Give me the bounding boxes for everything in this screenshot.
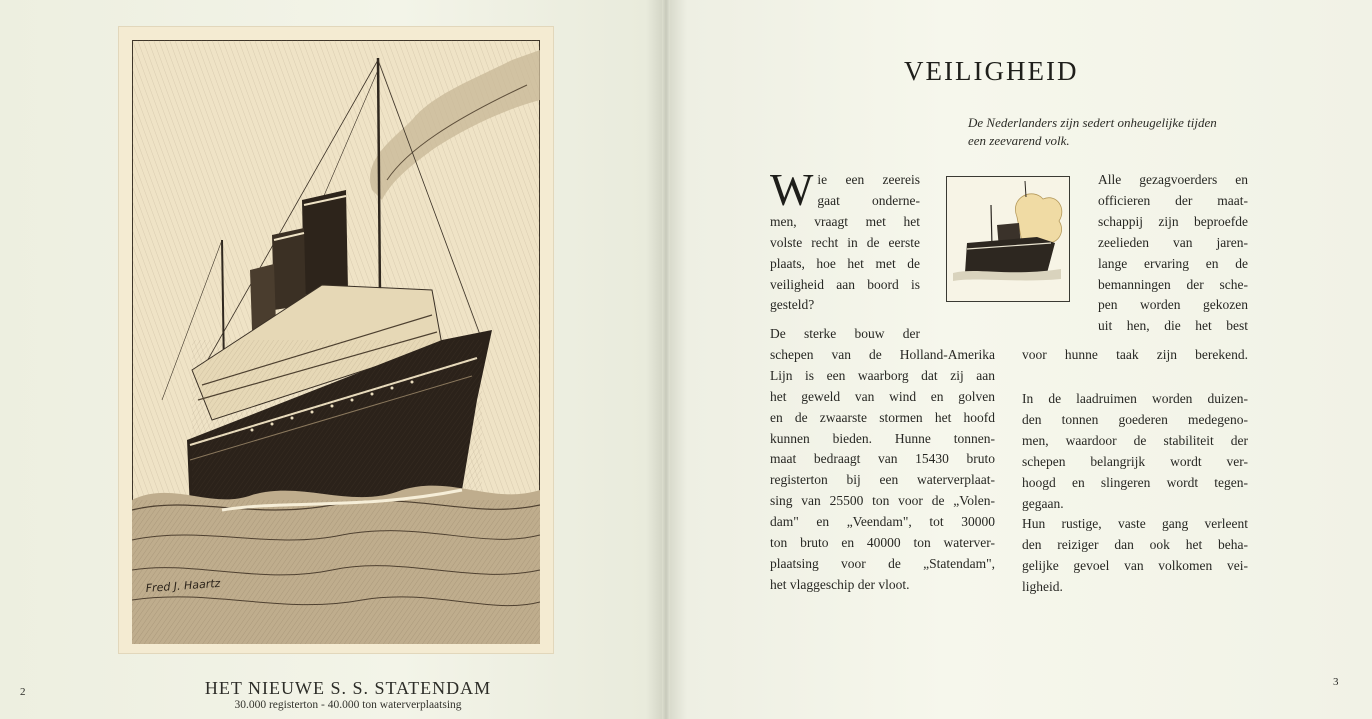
motto-line: De Nederlanders zijn sedert onheugelijke tijden [968,115,1217,130]
text-line: bemanningen der sche- [1098,276,1248,292]
caption-subtitle: 30.000 registerton - 40.000 ton waterverplaatsing [234,699,462,711]
text-line: den reiziger dan ook het beha- [1022,537,1248,553]
text-line: men, vraagt met het [770,213,920,229]
motto [968,114,1268,150]
text-line: ligheid. [1022,579,1063,595]
text-line: Hun rustige, vaste gang verleent [1022,516,1248,532]
text-line: schappij zijn beproefde [1098,213,1248,229]
text-column-2b [1022,345,1248,366]
text-line: volste recht in de eerste [770,234,920,250]
text-line: den tonnen goederen medegeno- [1022,411,1248,427]
text-line: dam" en „Veendam", tot 30000 [770,514,995,530]
text-line: registerton bij een waterverplaat- [770,472,995,488]
text-line: gegaan. [1022,495,1064,511]
text-line: schepen belangrijk wordt ver- [1022,453,1248,469]
text-line: voor hunne taak zijn berekend. [1022,347,1248,362]
ship-vignette [946,176,1070,302]
text-line: gaat onderne- [817,192,920,208]
text-line: zeelieden van jaren- [1098,234,1248,250]
text-line: ie een zeereis [817,172,920,187]
page-number-right: 3 [1333,676,1339,688]
text-line: veiligheid aan boord is [770,276,920,292]
text-line: het vlaggeschip der vloot. [770,576,910,592]
text-line: hoogd en slingeren wordt tegen- [1022,474,1248,490]
drop-cap: W [770,164,814,215]
text-line: maat bedraagt van 15430 bruto [770,451,995,467]
ship-vignette-drawing [947,177,1069,301]
illustration-plate [118,26,554,654]
text-line: plaatsing voor de „Statendam", [770,555,995,571]
text-line: Alle gezagvoerders en [1098,172,1248,187]
text-line: Lijn is een waarborg dat zij aan [770,367,995,383]
text-line: In de laadruimen worden duizen- [1022,391,1248,406]
motto-line: een zeevarend volk. [968,133,1070,148]
text-column-1a [770,164,920,316]
text-line: uit hen, die het best [1098,318,1248,334]
book-gutter [662,0,670,719]
text-line: en de zwaarste stormen het hoofd [770,409,995,425]
text-line: gesteld? [770,297,815,313]
text-line: plaats, hoe het met de [770,255,920,271]
text-line: ton bruto en 40000 ton waterver- [770,535,995,551]
text-line: De sterke bouw der [770,326,920,341]
text-line: pen worden gekozen [1098,297,1248,313]
text-line: kunnen bieden. Hunne tonnen- [770,430,995,446]
artist-signature: Fred J. Haartz [145,576,221,595]
caption-title: HET NIEUWE S. S. STATENDAM [204,678,492,698]
ocean-liner-etching [132,40,540,644]
text-column-1b [770,324,995,596]
page-number-left: 2 [20,686,26,698]
text-column-2a [1098,170,1248,337]
text-line: schepen van de Holland-Amerika [770,346,995,362]
text-line: lange ervaring en de [1098,255,1248,271]
text-line: het geweld van wind en golven [770,388,995,404]
text-line: men, waardoor de stabiliteit der [1022,432,1248,448]
section-heading: VEILIGHEID [904,56,1079,86]
text-line: gelijke gevoel van volkomen vei- [1022,558,1248,574]
text-line: officieren der maat- [1098,192,1248,208]
text-line: sing van 25500 ton voor de „Volen- [770,493,995,509]
text-column-2c [1022,389,1248,598]
